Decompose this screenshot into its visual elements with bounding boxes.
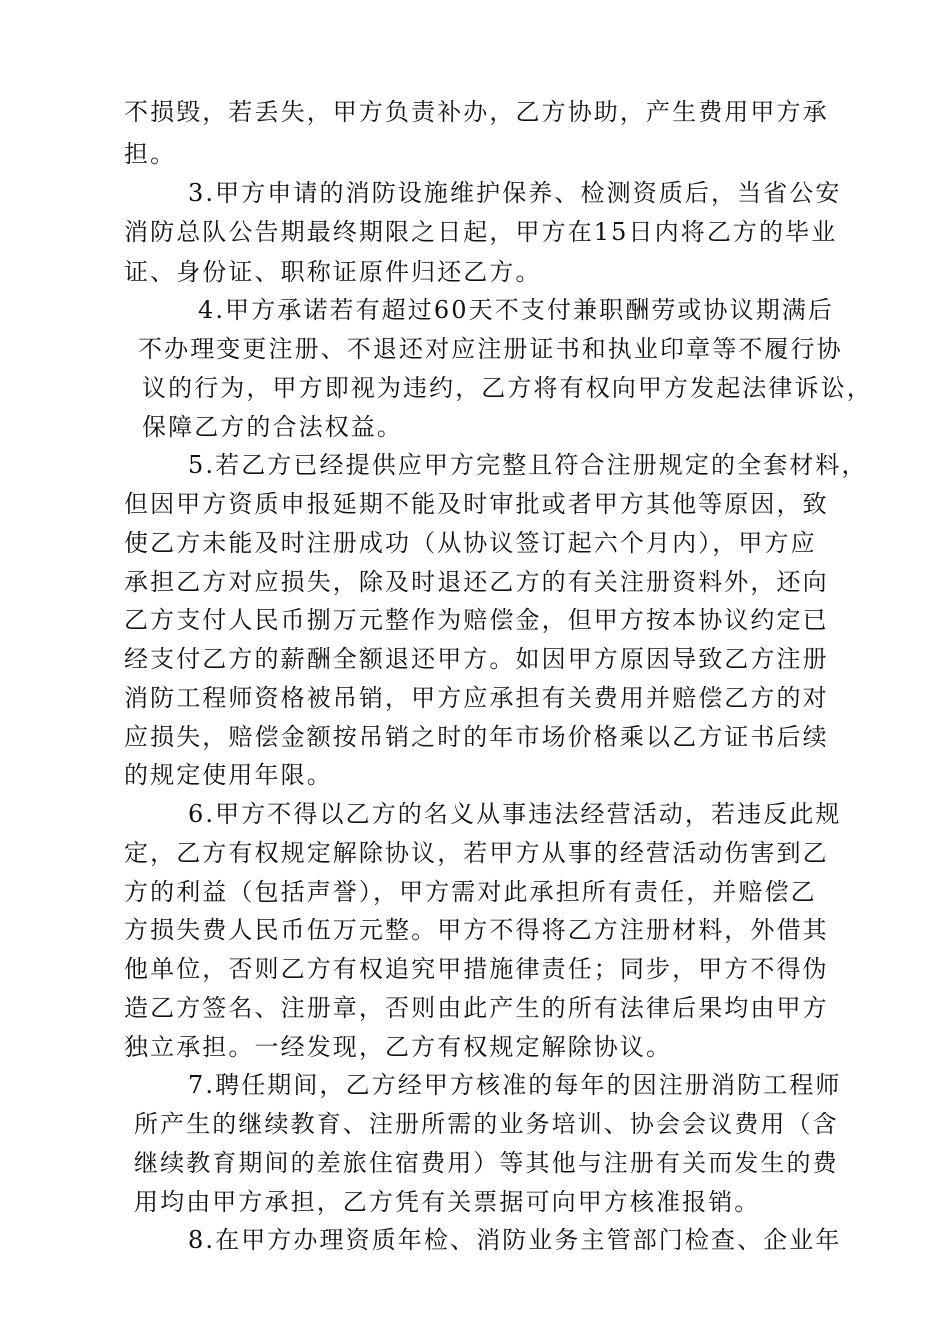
text-line: 所产生的继续教育、注册所需的业务培训、协会会议费用（含 (134, 1110, 839, 1138)
text-line: 承担乙方对应损失，除及时退还乙方的有关注册资料外，还向 (124, 568, 829, 596)
text-line: 方的利益（包括声誉），甲方需对此承担所有责任，并赔偿乙 (124, 878, 817, 906)
text-line: 议的行为，甲方即视为违约，乙方将有权向甲方发起法律诉讼， (142, 374, 873, 402)
text-line: 他单位，否则乙方有权追究甲措施律责任；同步，甲方不得伪 (124, 955, 829, 983)
text-line: 担。 (124, 140, 177, 168)
text-line: 证、身份证、职称证原件归还乙方。 (124, 258, 542, 286)
text-line: 方损失费人民币伍万元整。甲方不得将乙方注册材料，外借其 (124, 916, 829, 944)
text-line: 但因甲方资质申报延期不能及时审批或者甲方其他等原因，致 (124, 490, 829, 518)
text-line: 不办理变更注册、不退还对应注册证书和执业印章等不履行协 (138, 335, 843, 363)
text-line: 使乙方未能及时注册成功（从协议签订起六个月内），甲方应 (124, 529, 817, 557)
text-line: 用均由甲方承担，乙方凭有关票据可向甲方核准报销。 (134, 1188, 761, 1216)
clause-7-line: 7.聘任期间，乙方经甲方核准的每年的因注册消防工程师 (188, 1071, 842, 1099)
text-line: 不损毁，若丢失，甲方负责补办，乙方协助，产生费用甲方承 (124, 98, 829, 126)
text-line: 经支付乙方的薪酬全额退还甲方。如因甲方原因导致乙方注册 (124, 645, 829, 673)
clause-4-line: 4.甲方承诺若有超过60天不支付兼职酬劳或协议期满后 (198, 296, 835, 324)
text-line: 继续教育期间的差旅住宿费用）等其他与注册有关而发生的费 (134, 1149, 839, 1177)
clause-8-line: 8.在甲方办理资质年检、消防业务主管部门检查、企业年 (188, 1226, 842, 1254)
clause-3-line: 3.甲方申请的消防设施维护保养、检测资质后，当省公安 (188, 179, 842, 207)
text-line: 保障乙方的合法权益。 (142, 413, 403, 441)
text-line: 造乙方签名、注册章，否则由此产生的所有法律后果均由甲方 (124, 994, 829, 1022)
clause-6-line: 6.甲方不得以乙方的名义从事违法经营活动，若违反此规 (188, 800, 842, 828)
text-line: 独立承担。一经发现，乙方有权规定解除协议。 (124, 1033, 673, 1061)
text-line: 的规定使用年限。 (124, 761, 333, 789)
clause-5-line: 5.若乙方已经提供应甲方完整且符合注册规定的全套材料， (188, 451, 868, 479)
text-line: 乙方支付人民币捌万元整作为赔偿金，但甲方按本协议约定已 (124, 606, 829, 634)
text-line: 消防总队公告期最终期限之日起，甲方在15日内将乙方的毕业 (124, 218, 838, 246)
text-line: 定，乙方有权规定解除协议，若甲方从事的经营活动伤害到乙 (124, 839, 829, 867)
text-line: 应损失，赔偿金额按吊销之时的年市场价格乘以乙方证书后续 (124, 723, 829, 751)
text-line: 消防工程师资格被吊销，甲方应承担有关费用并赔偿乙方的对 (124, 684, 829, 712)
